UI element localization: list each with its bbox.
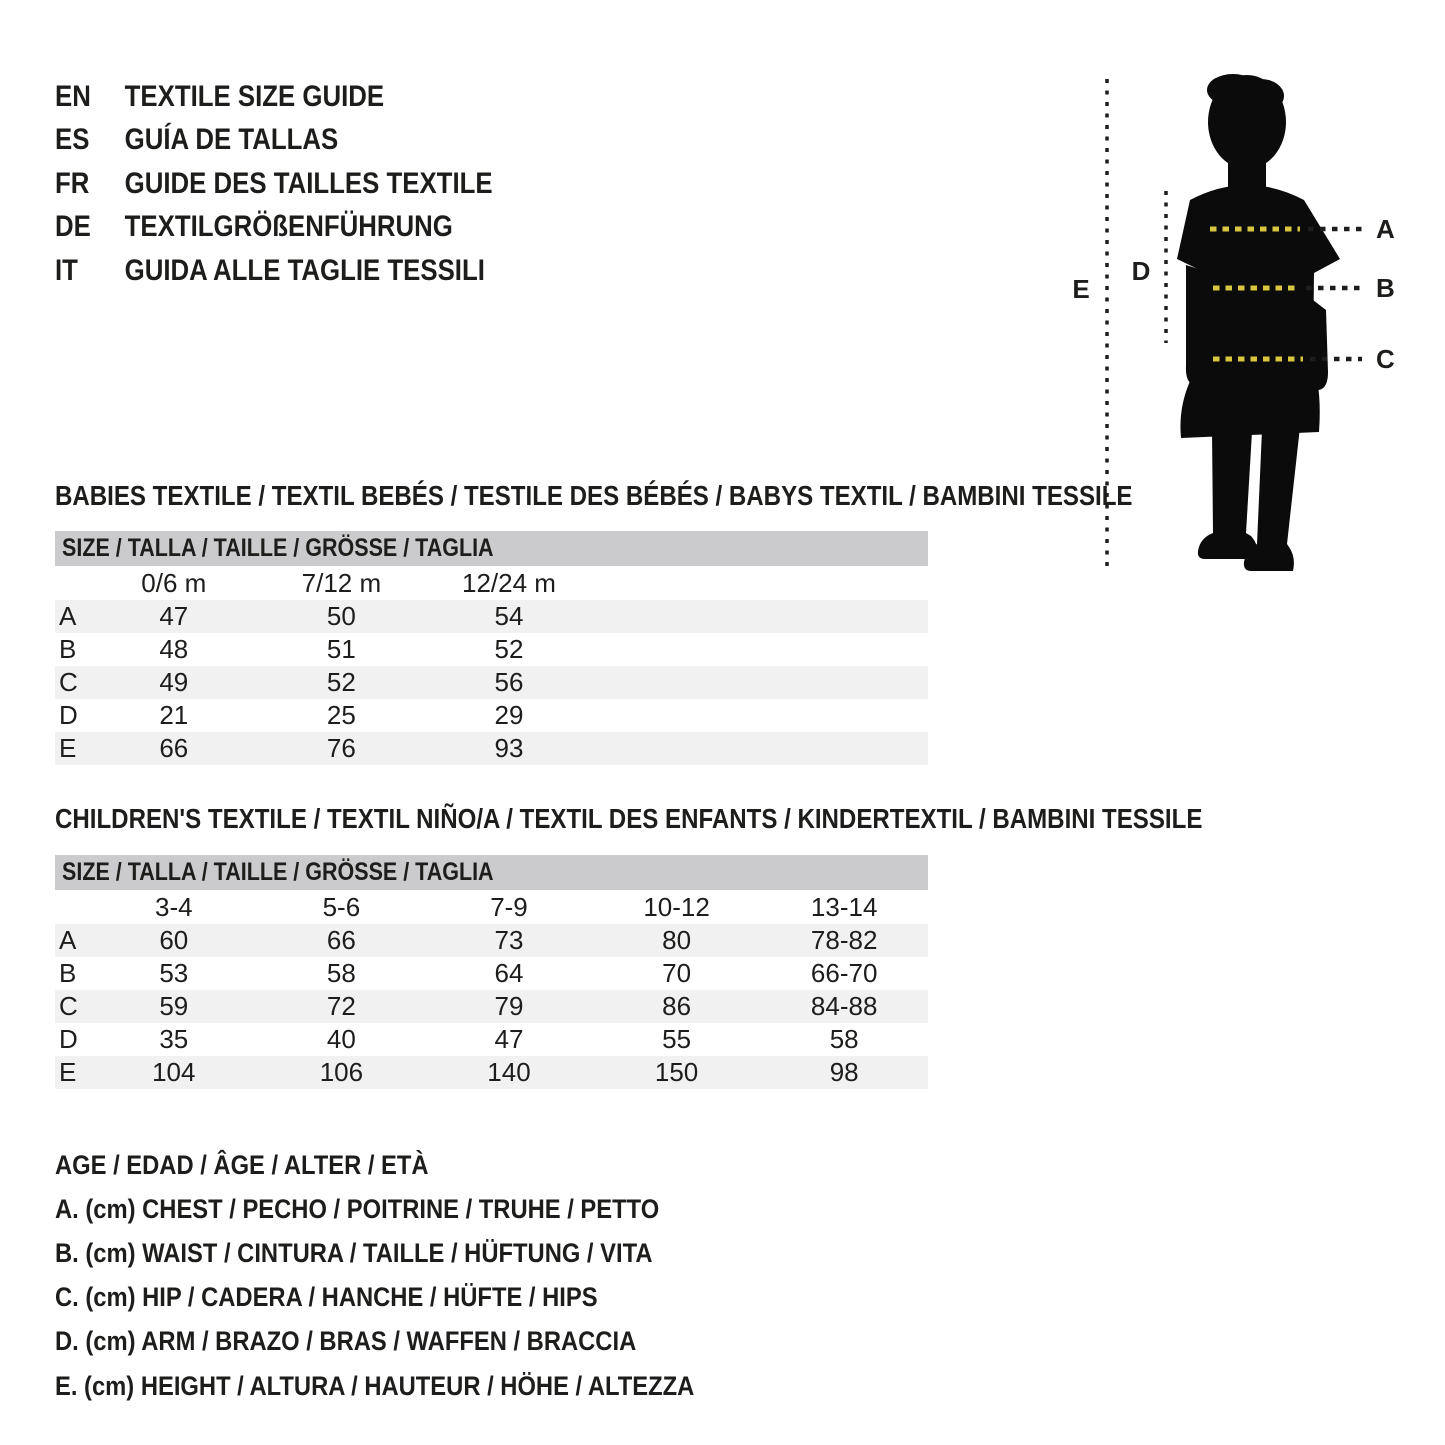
language-title: GUIDA ALLE TAGLIE TESSILI [124,253,485,287]
value-cell: 104 [152,1057,196,1087]
legend-line: A. (cm) CHEST / PECHO / POITRINE / TRUHE / PETTO [55,1193,660,1224]
table-row [55,666,928,699]
language-title: GUÍA DE TALLAS [124,123,339,157]
value-cell: 106 [319,1057,364,1087]
value-cell: 66 [326,925,356,955]
value-cell: 60 [159,925,189,955]
value-cell: 150 [654,1057,699,1087]
value-cell: 29 [494,700,524,730]
value-cell: 56 [494,667,524,697]
value-cell: 66-70 [810,958,878,988]
table-row [55,1056,928,1089]
column-header-cell: 7/12 m [301,567,382,598]
value-cell: 76 [326,733,356,763]
children-table [55,855,928,1089]
measure-label-d: D [1131,256,1151,286]
value-cell: 48 [159,634,189,664]
value-cell: 47 [494,1024,524,1054]
legend-line: B. (cm) WAIST / CINTURA / TAILLE / HÜFTUNG / VITA [55,1237,653,1268]
value-cell: 35 [159,1024,189,1054]
value-cell: 86 [662,991,692,1021]
value-cell: 64 [494,958,524,988]
column-header-cell: 12/24 m [462,567,556,598]
value-cell: 53 [159,958,189,988]
measure-label-e: E [1072,274,1090,304]
language-code: ES [55,123,90,157]
row-label-cell: C [59,991,78,1021]
row-label-cell: C [59,667,78,697]
babies-column-header-row [55,566,928,600]
value-cell: 58 [326,958,356,988]
legend-line: E. (cm) HEIGHT / ALTURA / HAUTEUR / HÖHE / ALTEZZA [55,1370,695,1401]
row-label-cell: D [59,700,78,730]
table-row [55,957,928,990]
language-code: EN [55,79,91,113]
language-row [55,162,493,206]
value-cell: 93 [494,733,524,763]
value-cell: 40 [326,1024,356,1054]
value-cell: 50 [326,601,356,631]
table-row [55,732,928,765]
value-cell: 73 [494,925,524,955]
row-label-cell: B [59,958,77,988]
row-label-cell: E [59,733,77,763]
table-row [55,633,928,666]
measurement-legend [55,1143,781,1408]
children-size-header-text: SIZE / TALLA / TAILLE / GRÖSSE / TAGLIA [62,858,494,886]
language-title: GUIDE DES TAILLES TEXTILE [124,166,493,200]
babies-section-title [55,481,1308,511]
legend-line: D. (cm) ARM / BRAZO / BRAS / WAFFEN / BRACCIA [55,1326,637,1357]
language-title: TEXTILE SIZE GUIDE [124,79,385,113]
column-header-cell: 3-4 [155,891,193,922]
value-cell: 51 [326,634,356,664]
children-column-header-row [55,890,928,924]
legend-line: C. (cm) HIP / CADERA / HANCHE / HÜFTE / HIPS [55,1282,598,1313]
language-title: TEXTILGRÖßENFÜHRUNG [124,210,453,244]
value-cell: 54 [494,601,524,631]
value-cell: 25 [326,700,356,730]
babies-title-text: BABIES TEXTILE / TEXTIL BEBÉS / TESTILE DES BÉBÉS / BABYS TEXTIL / BAMBINI TESSILE [55,480,1133,511]
measure-label-b: B [1376,273,1395,303]
value-cell: 66 [159,733,189,763]
value-cell: 58 [829,1024,859,1054]
language-row [55,206,493,250]
table-row [55,990,928,1023]
column-header-cell: 13-14 [810,891,878,922]
value-cell: 55 [662,1024,692,1054]
value-cell: 84-88 [810,991,878,1021]
table-row [55,1023,928,1056]
legend-line: AGE / EDAD / ÂGE / ALTER / ETÀ [55,1149,429,1180]
row-label-cell: B [59,634,77,664]
children-section-title [55,804,1389,834]
table-row [55,924,928,957]
value-cell: 70 [662,958,692,988]
children-title-text: CHILDREN'S TEXTILE / TEXTIL NIÑO/A / TEXTIL DES ENFANTS / KINDERTEXTIL / BAMBINI TESSILE [55,803,1203,834]
babies-size-header-bar [55,531,928,566]
value-cell: 49 [159,667,189,697]
value-cell: 59 [159,991,189,1021]
column-header-cell: 5-6 [322,891,361,922]
language-row [55,249,493,293]
language-header [55,75,564,293]
row-label-cell: A [59,601,77,631]
row-label-cell: E [59,1057,77,1087]
row-label-cell: D [59,1024,78,1054]
measure-label-a: A [1376,214,1395,244]
language-code: FR [55,166,90,200]
value-cell: 79 [494,991,524,1021]
table-row [55,600,928,633]
value-cell: 78-82 [810,925,878,955]
children-size-header-bar [55,855,928,890]
babies-table [55,531,928,765]
babies-size-header-text: SIZE / TALLA / TAILLE / GRÖSSE / TAGLIA [62,534,494,562]
value-cell: 80 [662,925,692,955]
value-cell: 52 [326,667,356,697]
value-cell: 72 [326,991,356,1021]
language-row [55,119,493,163]
table-row [55,699,928,732]
measurement-figure [1060,60,1420,600]
child-silhouette-icon [1060,60,1420,600]
value-cell: 21 [159,700,189,730]
language-code: DE [55,210,91,244]
measure-label-c: C [1376,344,1395,374]
column-header-cell: 7-9 [490,891,528,922]
row-label-cell: A [59,925,77,955]
column-header-cell: 10-12 [643,891,710,922]
value-cell: 98 [829,1057,859,1087]
column-header-cell: 0/6 m [141,567,207,598]
value-cell: 140 [487,1057,531,1087]
language-row [55,75,493,119]
value-cell: 52 [494,634,524,664]
value-cell: 47 [159,601,189,631]
language-code: IT [55,253,78,287]
